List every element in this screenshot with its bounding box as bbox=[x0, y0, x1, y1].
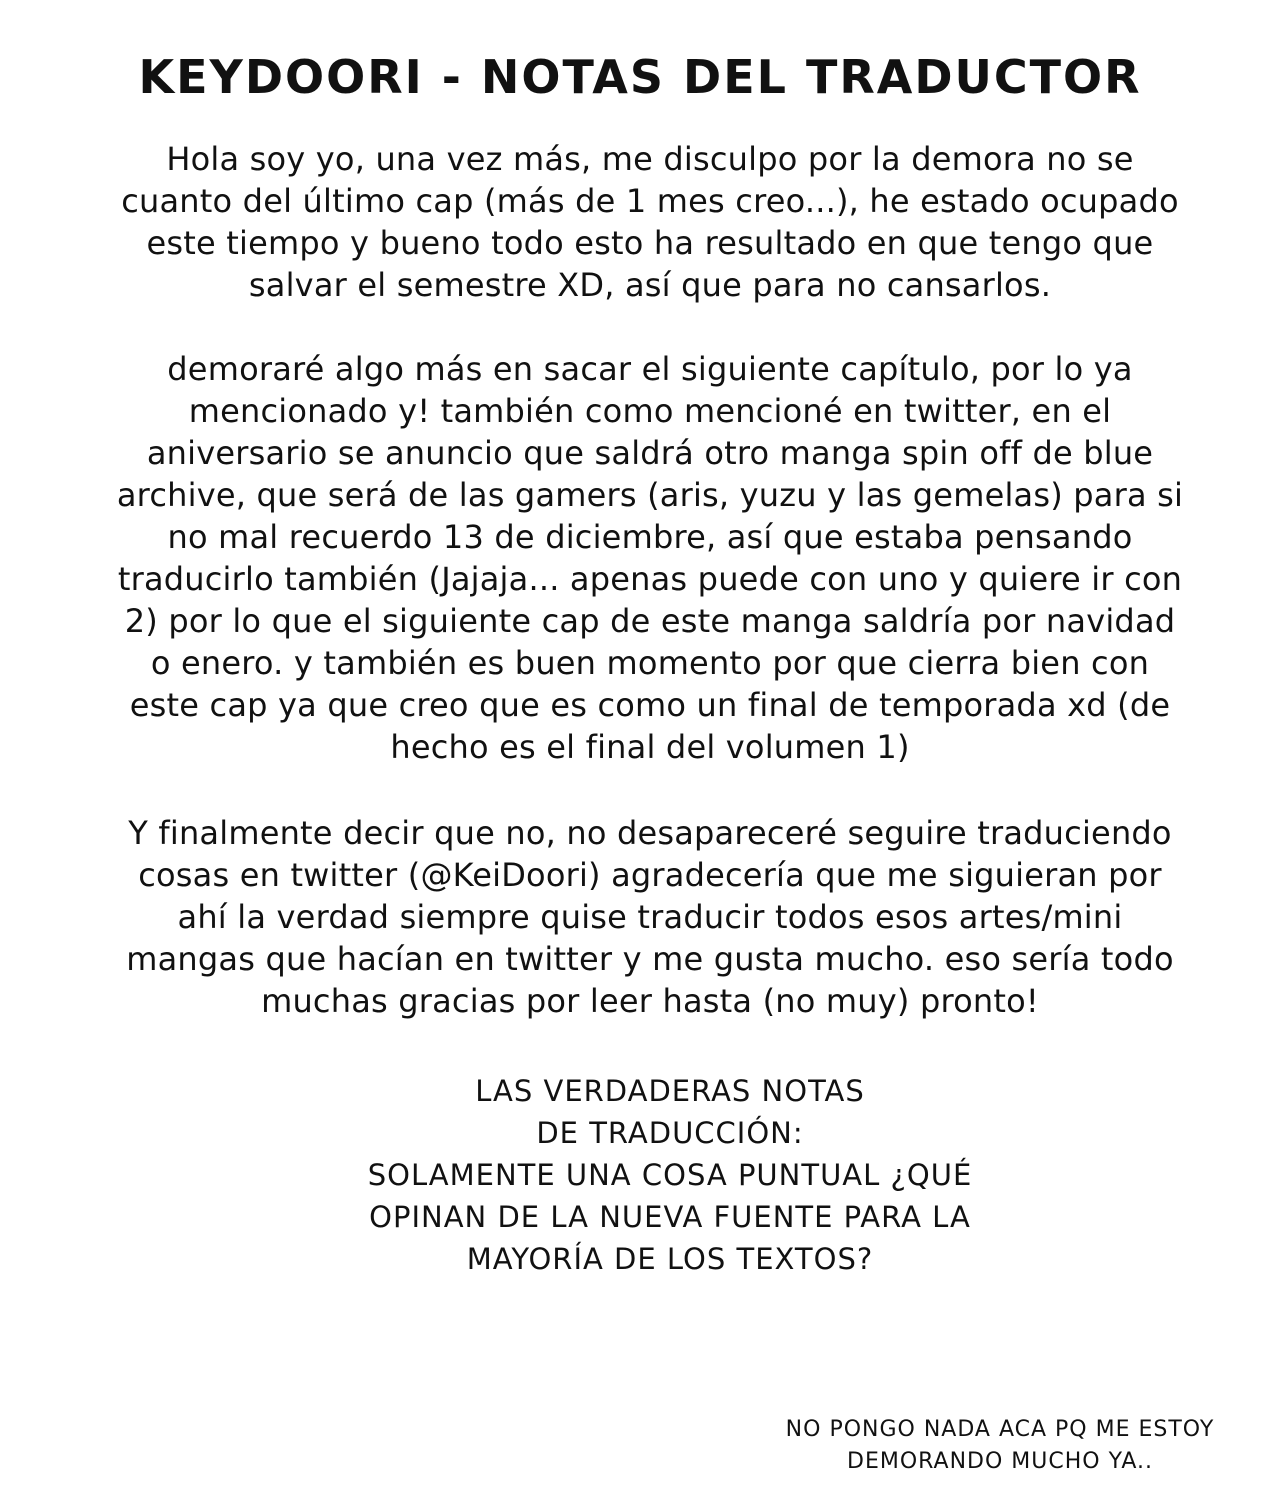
paragraph-line: mangas que hacían en twitter y me gusta mucho. eso sería todo bbox=[126, 940, 1174, 978]
paragraph-line: salvar el semestre XD, así que para no cansarlos. bbox=[248, 266, 1052, 304]
notes-line: DE TRADUCCIÓN: bbox=[536, 1116, 804, 1150]
paragraph-line: ahí la verdad siempre quise traducir todos esos artes/mini bbox=[177, 898, 1123, 936]
notes-line: OPINAN DE LA NUEVA FUENTE PARA LA bbox=[369, 1200, 971, 1234]
paragraph-line: Y finalmente decir que no, no desapareceré seguire traduciendo bbox=[128, 814, 1172, 852]
paragraph-line: este cap ya que creo que es como un final de temporada xd (de bbox=[129, 686, 1171, 724]
paragraph-line: o enero. y también es buen momento por que cierra bien con bbox=[150, 644, 1150, 682]
notes-line: MAYORÍA DE LOS TEXTOS? bbox=[466, 1242, 874, 1276]
footer-line: DEMORANDO MUCHO YA.. bbox=[847, 1449, 1153, 1474]
paragraph-closing bbox=[70, 812, 1230, 1022]
paragraph-line: 2) por lo que el siguiente cap de este manga saldría por navidad bbox=[124, 602, 1176, 640]
paragraph-line: hecho es el final del volumen 1) bbox=[390, 728, 910, 766]
paragraph-line: archive, que será de las gamers (aris, yuzu y las gemelas) para si bbox=[116, 476, 1184, 514]
paragraph-intro bbox=[70, 138, 1230, 306]
footer-line: NO PONGO NADA ACA PQ ME ESTOY bbox=[785, 1417, 1215, 1442]
paragraph-line: mencionado y! también como mencioné en twitter, en el bbox=[188, 392, 1112, 430]
footer-note bbox=[720, 1414, 1280, 1478]
paragraph-line: traducirlo también (Jajaja... apenas puede con uno y quiere ir con bbox=[117, 560, 1183, 598]
paragraph-line: cosas en twitter (@KeiDoori) agradecería que me siguieran por bbox=[138, 856, 1162, 894]
paragraph-line: muchas gracias por leer hasta (no muy) pronto! bbox=[261, 982, 1039, 1020]
paragraph-line: este tiempo y bueno todo esto ha resultado en que tengo que bbox=[146, 224, 1154, 262]
notes-line: LAS VERDADERAS NOTAS bbox=[475, 1074, 865, 1108]
paragraph-line: aniversario se anuncio que saldrá otro manga spin off de blue bbox=[146, 434, 1154, 472]
notes-line: SOLAMENTE UNA COSA PUNTUAL ¿QUÉ bbox=[367, 1158, 973, 1192]
paragraph-line: cuanto del último cap (más de 1 mes creo...), he estado ocupado bbox=[121, 182, 1179, 220]
page-title: KEYDOORI - NOTAS DEL TRADUCTOR bbox=[138, 50, 1142, 104]
paragraph-line: demoraré algo más en sacar el siguiente capítulo, por lo ya bbox=[167, 350, 1133, 388]
paragraph-line: no mal recuerdo 13 de diciembre, así que estaba pensando bbox=[167, 518, 1133, 556]
paragraph-line: Hola soy yo, una vez más, me disculpo por la demora no se bbox=[166, 140, 1134, 178]
translation-notes bbox=[320, 1070, 1020, 1280]
paragraph-delay bbox=[70, 348, 1230, 768]
